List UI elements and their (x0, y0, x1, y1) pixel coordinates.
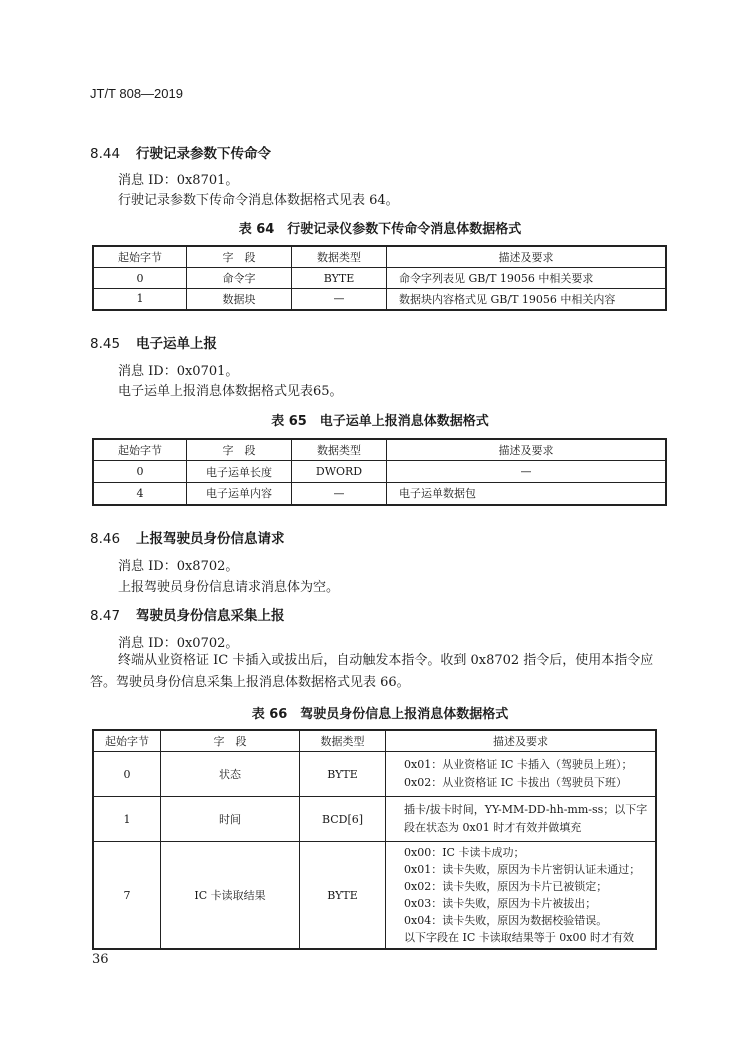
header-start-byte: 起始字节 (93, 439, 187, 461)
header-start-byte: 起始字节 (93, 730, 161, 752)
section-title: 电子运单上报 (136, 336, 217, 352)
cell-field: 数据块 (187, 289, 292, 310)
cell-type: BCD[6] (300, 797, 386, 842)
section-number: 8.44 (90, 146, 121, 162)
desc-line: 0x02：读卡失败，原因为卡片已被锁定； (404, 880, 608, 893)
section-title: 行驶记录参数下传命令 (136, 146, 271, 162)
format-reference-8-45: 电子运单上报消息体数据格式见表65。 (118, 384, 343, 399)
section-title: 上报驾驶员身份信息请求 (136, 531, 285, 547)
header-data-type: 数据类型 (292, 246, 387, 268)
header-data-type: 数据类型 (292, 439, 387, 461)
message-id-8-46: 消息 ID：0x8702。 (118, 559, 239, 574)
table-64-caption: 表 64 行驶记录仪参数下传命令消息体数据格式 (238, 222, 522, 237)
section-heading-8-45 (90, 332, 217, 352)
cell-desc: 电子运单数据包 (387, 483, 667, 505)
section-number: 8.45 (90, 336, 121, 352)
table-row (93, 289, 666, 310)
section-heading-8-47 (90, 604, 285, 624)
cell-type: — (292, 289, 387, 310)
section-number: 8.46 (90, 531, 121, 547)
desc-line: 0x00：IC 卡读卡成功； (404, 846, 525, 859)
header-description: 描述及要求 (386, 730, 657, 752)
message-id-8-47: 消息 ID：0x0702。 (118, 636, 239, 651)
table-header-row (93, 246, 666, 268)
table-65-caption: 表 65 电子运单上报消息体数据格式 (271, 414, 489, 429)
cell-desc (386, 842, 657, 950)
cell-field: 电子运单长度 (187, 461, 292, 483)
cell-type: BYTE (292, 268, 387, 289)
cell-start: 7 (93, 842, 161, 950)
cell-type: BYTE (300, 752, 386, 797)
table-66 (92, 729, 657, 950)
cell-start: 4 (93, 483, 187, 505)
cell-field: 电子运单内容 (187, 483, 292, 505)
format-reference-8-44: 行驶记录参数下传命令消息体数据格式见表 64。 (118, 193, 399, 208)
header-field: 字 段 (161, 730, 300, 752)
empty-body-note-8-46: 上报驾驶员身份信息请求消息体为空。 (118, 580, 340, 595)
cell-type: BYTE (300, 842, 386, 950)
desc-line: 0x01：读卡失败，原因为卡片密钥认证未通过； (404, 863, 641, 876)
cell-field: IC 卡读取结果 (161, 842, 300, 950)
cell-desc: 插卡/拔卡时间，YY-MM-DD-hh-mm-ss；以下字段在状态为 0x01 时才有效并做填充 (386, 797, 657, 842)
desc-line: 以下字段在 IC 卡读取结果等于 0x00 时才有效 (404, 931, 634, 944)
desc-line: 0x03：读卡失败，原因为卡片被拔出； (404, 897, 597, 910)
table-row (93, 797, 656, 842)
section-heading-8-44 (90, 142, 271, 162)
table-row (93, 842, 656, 950)
desc-line: 0x04：读卡失败，原因为数据校验错误。 (404, 914, 608, 927)
cell-start: 0 (93, 461, 187, 483)
section-number: 8.47 (90, 608, 121, 624)
cell-type: — (292, 483, 387, 505)
message-id-8-45: 消息 ID：0x0701。 (118, 364, 239, 379)
section-title: 驾驶员身份信息采集上报 (136, 608, 285, 624)
cell-start: 0 (93, 268, 187, 289)
header-field: 字 段 (187, 439, 292, 461)
cell-desc: 命令字列表见 GB/T 19056 中相关要求 (387, 268, 667, 289)
cell-desc: 数据块内容格式见 GB/T 19056 中相关内容 (387, 289, 667, 310)
header-description: 描述及要求 (387, 439, 667, 461)
cell-field: 命令字 (187, 268, 292, 289)
table-row (93, 483, 666, 505)
trigger-description-8-47: 终端从业资格证 IC 卡插入或拔出后，自动触发本指令。收到 0x8702 指令后，使用本指令应答。驾驶员身份信息采集上报消息体数据格式见表 66。 (90, 653, 654, 690)
cell-type: DWORD (292, 461, 387, 483)
header-description: 描述及要求 (387, 246, 667, 268)
header-data-type: 数据类型 (300, 730, 386, 752)
message-id-8-44: 消息 ID：0x8701。 (118, 173, 239, 188)
table-header-row (93, 439, 666, 461)
table-header-row (93, 730, 656, 752)
table-66-caption: 表 66 驾驶员身份信息上报消息体数据格式 (251, 707, 509, 722)
cell-desc: — (387, 461, 667, 483)
cell-field: 时间 (161, 797, 300, 842)
table-64 (92, 245, 667, 311)
document-header: JT/T 808—2019 (90, 86, 183, 101)
header-field: 字 段 (187, 246, 292, 268)
cell-start: 1 (93, 797, 161, 842)
page-number: 36 (92, 952, 109, 967)
table-row (93, 461, 666, 483)
header-start-byte: 起始字节 (93, 246, 187, 268)
cell-field: 状态 (161, 752, 300, 797)
table-65 (92, 438, 667, 506)
table-row (93, 752, 656, 797)
cell-start: 1 (93, 289, 187, 310)
cell-desc: 0x01：从业资格证 IC 卡插入（驾驶员上班）；0x02：从业资格证 IC 卡拔出（驾驶员下班） (386, 752, 657, 797)
table-row (93, 268, 666, 289)
cell-start: 0 (93, 752, 161, 797)
section-heading-8-46 (90, 527, 285, 547)
